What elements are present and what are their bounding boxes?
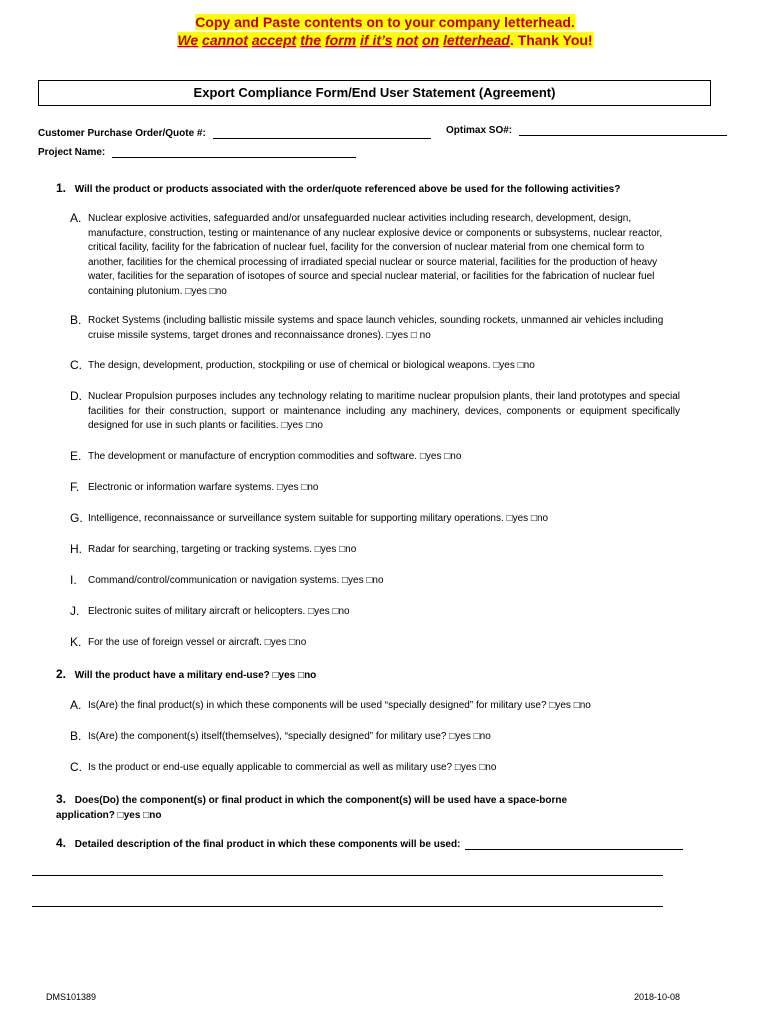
item-letter: D. xyxy=(70,389,82,403)
so-input-line[interactable] xyxy=(519,135,727,136)
item-text: Electronic suites of military aircraft or helicopters. □yes □no xyxy=(88,606,350,617)
document-id: DMS101389 xyxy=(46,992,97,1002)
q2-item-a xyxy=(70,699,680,714)
q1-item-a xyxy=(70,212,680,299)
question-number: 1. xyxy=(56,181,67,195)
item-text: Rocket Systems (including ballistic missile systems and space launch vehicles, sounding rockets, unmanned air vehicles including cruise missile systems, target drones and reconnaissance drones). □yes □ no xyxy=(88,315,664,341)
item-text: For the use of foreign vessel or aircraft. □yes □no xyxy=(88,637,307,648)
description-line-3[interactable] xyxy=(32,906,663,907)
notice-word: if it’s xyxy=(359,32,393,48)
question-number: 2. xyxy=(56,667,67,681)
q1-item-c xyxy=(70,359,680,374)
notice-word: We xyxy=(177,32,199,48)
description-line-2[interactable] xyxy=(32,875,663,876)
item-letter: C. xyxy=(70,358,82,372)
item-letter: E. xyxy=(70,449,82,463)
project-field xyxy=(38,147,356,158)
item-text: Radar for searching, targeting or tracking systems. □yes □no xyxy=(88,544,357,555)
notice-word: letterhead xyxy=(442,32,510,48)
item-letter: B. xyxy=(70,729,82,743)
item-text: The design, development, production, stockpiling or use of chemical or biological weapons. □yes □no xyxy=(88,360,535,371)
item-text: Electronic or information warfare systems. □yes □no xyxy=(88,482,319,493)
q1-item-k xyxy=(70,636,680,651)
q1-item-b xyxy=(70,314,680,343)
item-text: Is(Are) the final product(s) in which these components will be used “specially designed” for military use? □yes □no xyxy=(88,700,591,711)
q1-item-g xyxy=(70,512,680,527)
item-letter: H. xyxy=(70,542,82,556)
item-letter: A. xyxy=(70,211,82,225)
item-letter: A. xyxy=(70,698,82,712)
description-input-line[interactable] xyxy=(465,849,683,850)
item-letter: B. xyxy=(70,313,82,327)
q1-item-f xyxy=(70,481,680,496)
item-letter: G. xyxy=(70,511,83,525)
so-label: Optimax SO#: xyxy=(446,125,513,136)
q1-item-d xyxy=(70,390,680,434)
notice-word: cannot xyxy=(202,32,248,48)
item-text: Nuclear Propulsion purposes includes any technology relating to maritime nuclear propulsion plants, their land prototypes and special facilities for their construction, support or maintenance including any machinery, devices, components or equipment specifically designed for use in such plants or facilities. □yes □no xyxy=(88,391,680,431)
q1-item-h xyxy=(70,543,680,558)
question-number: 3. xyxy=(56,792,67,806)
item-text: The development or manufacture of encryption commodities and software. □yes □no xyxy=(88,451,462,462)
project-label: Project Name: xyxy=(38,147,106,158)
item-letter: C. xyxy=(70,760,82,774)
item-text: Is(Are) the component(s) itself(themselves), “specially designed” for military use? □yes □no xyxy=(88,731,491,742)
item-text: Nuclear explosive activities, safeguarded and/or unsafeguarded nuclear activities including research, development, design, manufacture, construction, testing or maintenance of any nuclear explosive device or components or subsystems, nuclear reactor, critical facility, facility for the fabrication of nuclear fuel, facility for the conversion of nuclear material from one chemical form to another, facilities for the chemical processing of irradiated special nuclear or source material, facilities for the production of heavy water, facilities for the separation of isotopes of source and special nuclear material, or facilities for the fabrication of nuclear fuel containing plutonium. □yes □no xyxy=(88,213,663,297)
letterhead-notice-line1 xyxy=(0,14,770,30)
letterhead-notice-line2 xyxy=(0,32,770,48)
notice-word: on xyxy=(421,32,440,48)
item-text: Is the product or end-use equally applicable to commercial as well as military use? □yes □no xyxy=(88,762,497,773)
item-text: Command/control/communication or navigation systems. □yes □no xyxy=(88,575,384,586)
item-text: Intelligence, reconnaissance or surveillance system suitable for supporting military operations. □yes □no xyxy=(88,513,549,524)
item-letter: I. xyxy=(70,573,77,587)
question-2 xyxy=(56,667,316,681)
question-text: Will the product or products associated with the order/quote referenced above be used for the following activities? xyxy=(74,184,621,195)
po-input-line[interactable] xyxy=(213,138,431,139)
question-1 xyxy=(56,181,620,195)
po-label: Customer Purchase Order/Quote #: xyxy=(38,128,206,139)
form-title: Export Compliance Form/End User Statement (Agreement) xyxy=(38,80,711,106)
notice-end: . Thank You! xyxy=(509,32,593,48)
item-letter: K. xyxy=(70,635,82,649)
q1-item-e xyxy=(70,450,680,465)
question-number: 4. xyxy=(56,836,67,850)
question-text: Will the product have a military end-use? □yes □no xyxy=(74,670,317,681)
q1-item-i xyxy=(70,574,680,589)
q2-item-b xyxy=(70,730,680,745)
item-letter: F. xyxy=(70,480,80,494)
question-3 xyxy=(56,792,576,823)
notice-word: the xyxy=(300,32,322,48)
item-letter: J. xyxy=(70,604,80,618)
question-4 xyxy=(56,836,683,850)
letterhead-notice-text: Copy and Paste contents on to your company letterhead. xyxy=(195,14,575,30)
project-input-line[interactable] xyxy=(112,157,356,158)
q1-item-j xyxy=(70,605,680,620)
notice-word: accept xyxy=(251,32,297,48)
notice-word: not xyxy=(396,32,419,48)
so-field xyxy=(446,125,727,136)
document-date: 2018-10-08 xyxy=(634,992,681,1002)
q2-item-c xyxy=(70,761,680,776)
notice-word: form xyxy=(324,32,357,48)
po-field xyxy=(38,128,431,139)
question-text: Does(Do) the component(s) or final product in which the component(s) will be used have a space-borne application? □yes □no xyxy=(56,795,568,821)
question-text: Detailed description of the final product in which these components will be used: xyxy=(74,839,461,850)
